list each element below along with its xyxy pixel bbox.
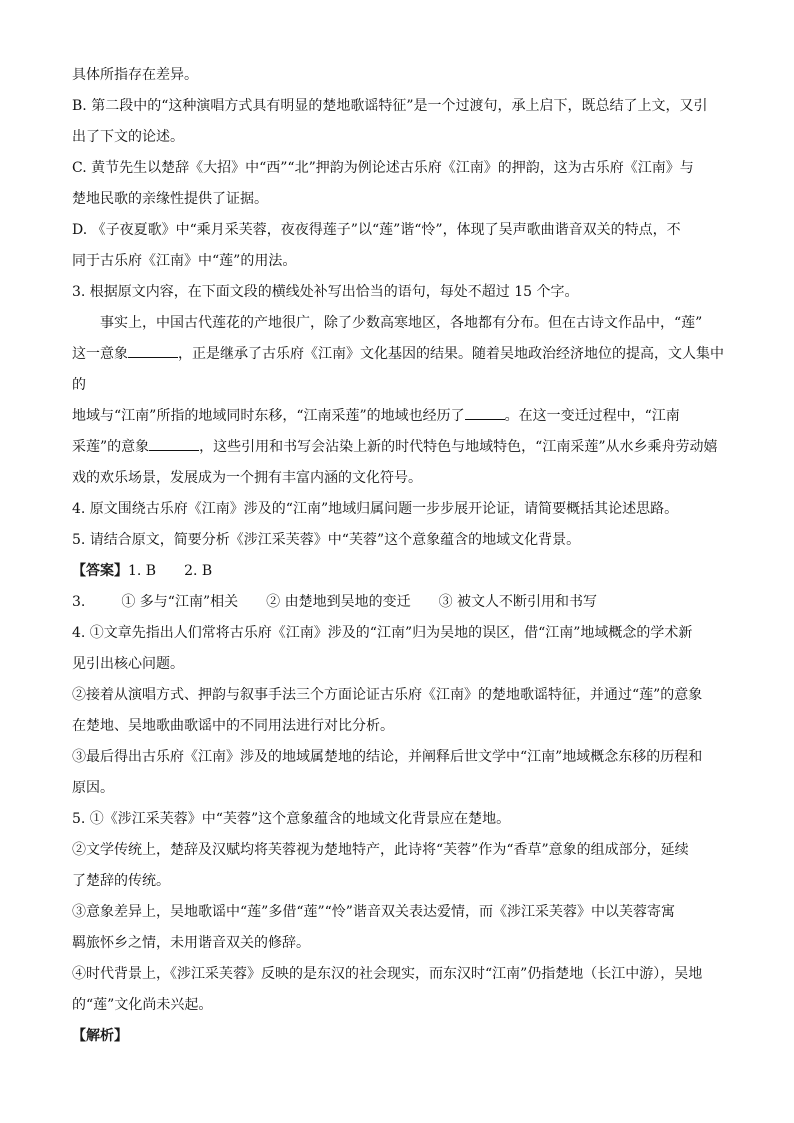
passage-text: ，正是继承了古乐府《江南》文化基因的结果。随着吴地政治经济地位的提高，文人集中的 [72,346,724,393]
answer-3-number: 3. [72,594,86,610]
option-d-line-1: D. 《子夜夏歌》中“乘月采芙蓉，夜夜得莲子”以“莲”谐“怜”，体现了吴声歌曲谐音双关的特点，不 [72,222,681,238]
answer-label: 【答案】 [72,563,128,579]
passage-text: ，这些引用和书写会沾染上新的时代特色与地域特色，“江南采莲”从水乡乘舟劳动嬉 [199,439,718,455]
answer-4-line-6: 原因。 [72,780,114,796]
option-c-line-1: C. 黄节先生以楚辞《大招》中“西”“北”押韵为例论述古乐府《江南》的押韵，这为古乐府《江南》与 [72,160,694,176]
passage-text: 采莲”的意象 [72,439,150,455]
fill-blank-1 [128,343,178,358]
passage-text: 地域与“江南”所指的地域同时东移，“江南采莲”的地域也经历了 [72,408,465,424]
answer-4-line-1: 4. ①文章先指出人们常将古乐府《江南》涉及的“江南”归为吴地的误区，借“江南”地域概念的学术新 [72,625,693,641]
analysis-label: 【解析】 [72,1028,128,1044]
answer-5-line-4: ③意象差异上，吴地歌谣中“莲”多借“莲”“怜”谐音双关表达爱情，而《涉江采芙蓉》中以芙蓉寄寓 [72,904,675,920]
answer-5-line-7: 的“莲”文化尚未兴起。 [72,997,213,1013]
answer-5-line-6: ④时代背景上，《涉江采芙蓉》反映的是东汉的社会现实，而东汉时“江南”仍指楚地（长江中游），吴地 [72,966,703,982]
passage-text: 。在这一变迁过程中，“江南 [504,408,680,424]
answer-2: 2. B [184,563,213,579]
answer-3-line [72,587,726,618]
question-4: 4. 原文围绕古乐府《江南》涉及的“江南”地域归属问题一步步展开论证，请简要概括其论述思路。 [72,501,679,517]
option-d-line-2: 同于古乐府《江南》中“莲”的用法。 [72,253,297,269]
passage-line-5: 戏的欢乐场景，发展成为一个拥有丰富内涵的文化符号。 [72,470,422,486]
answer-1: 1. B [128,563,157,579]
text-line: 具体所指存在差异。 [72,67,198,83]
answer-3-item-3: ③ 被文人不断引用和书写 [438,594,598,610]
option-b-line-2: 出了下文的论述。 [72,129,184,145]
option-b-line-1: B. 第二段中的“这种演唱方式具有明显的楚地歌谣特征”是一个过渡句，承上启下，既总结了上文，又引 [72,98,708,114]
passage-text: 这一意象 [72,346,128,362]
answer-4-line-4: 在楚地、吴地歌曲歌谣中的不同用法进行对比分析。 [72,718,394,734]
passage-line-1: 事实上，中国古代莲花的产地很广，除了少数高寒地区，各地都有分布。但在古诗文作品中，“莲” [100,315,703,331]
answer-5-line-5: 羁旅怀乡之情，未用谐音双关的修辞。 [72,935,310,951]
answer-line [72,556,726,587]
answer-4-line-3: ②接着从演唱方式、押韵与叙事手法三个方面论证古乐府《江南》的楚地歌谣特征，并通过“莲”的意象 [72,687,703,703]
answer-5-line-2: ②文学传统上，楚辞及汉赋均将芙蓉视为楚地特产，此诗将“芙蓉”作为“香草”意象的组成部分，延续 [72,842,689,858]
passage-line-2 [72,339,726,401]
passage-line-3 [72,401,726,432]
passage-line-4 [72,432,726,463]
answer-3-item-1: ① 多与“江南”相关 [121,594,239,610]
answer-5-line-1: 5. ①《涉江采芙蓉》中“芙蓉”这个意象蕴含的地域文化背景应在楚地。 [72,811,511,827]
document-page [72,60,726,1052]
answer-4-line-2: 见引出核心问题。 [72,656,184,672]
answer-3-item-2: ② 由楚地到吴地的变迁 [266,594,411,610]
question-5: 5. 请结合原文，简要分析《涉江采芙蓉》中“芙蓉”这个意象蕴含的地域文化背景。 [72,532,581,548]
answer-4-line-5: ③最后得出古乐府《江南》涉及的地域属楚地的结论，并阐释后世文学中“江南”地域概念东移的历程和 [72,749,703,765]
option-c-line-2: 楚地民歌的亲缘性提供了证据。 [72,191,268,207]
answer-5-line-3: 了楚辞的传统。 [72,873,170,889]
fill-blank-3 [149,436,199,451]
question-3: 3. 根据原文内容，在下面文段的横线处补写出恰当的语句，每处不超过 15 个字。 [72,284,579,300]
fill-blank-2 [465,405,505,420]
